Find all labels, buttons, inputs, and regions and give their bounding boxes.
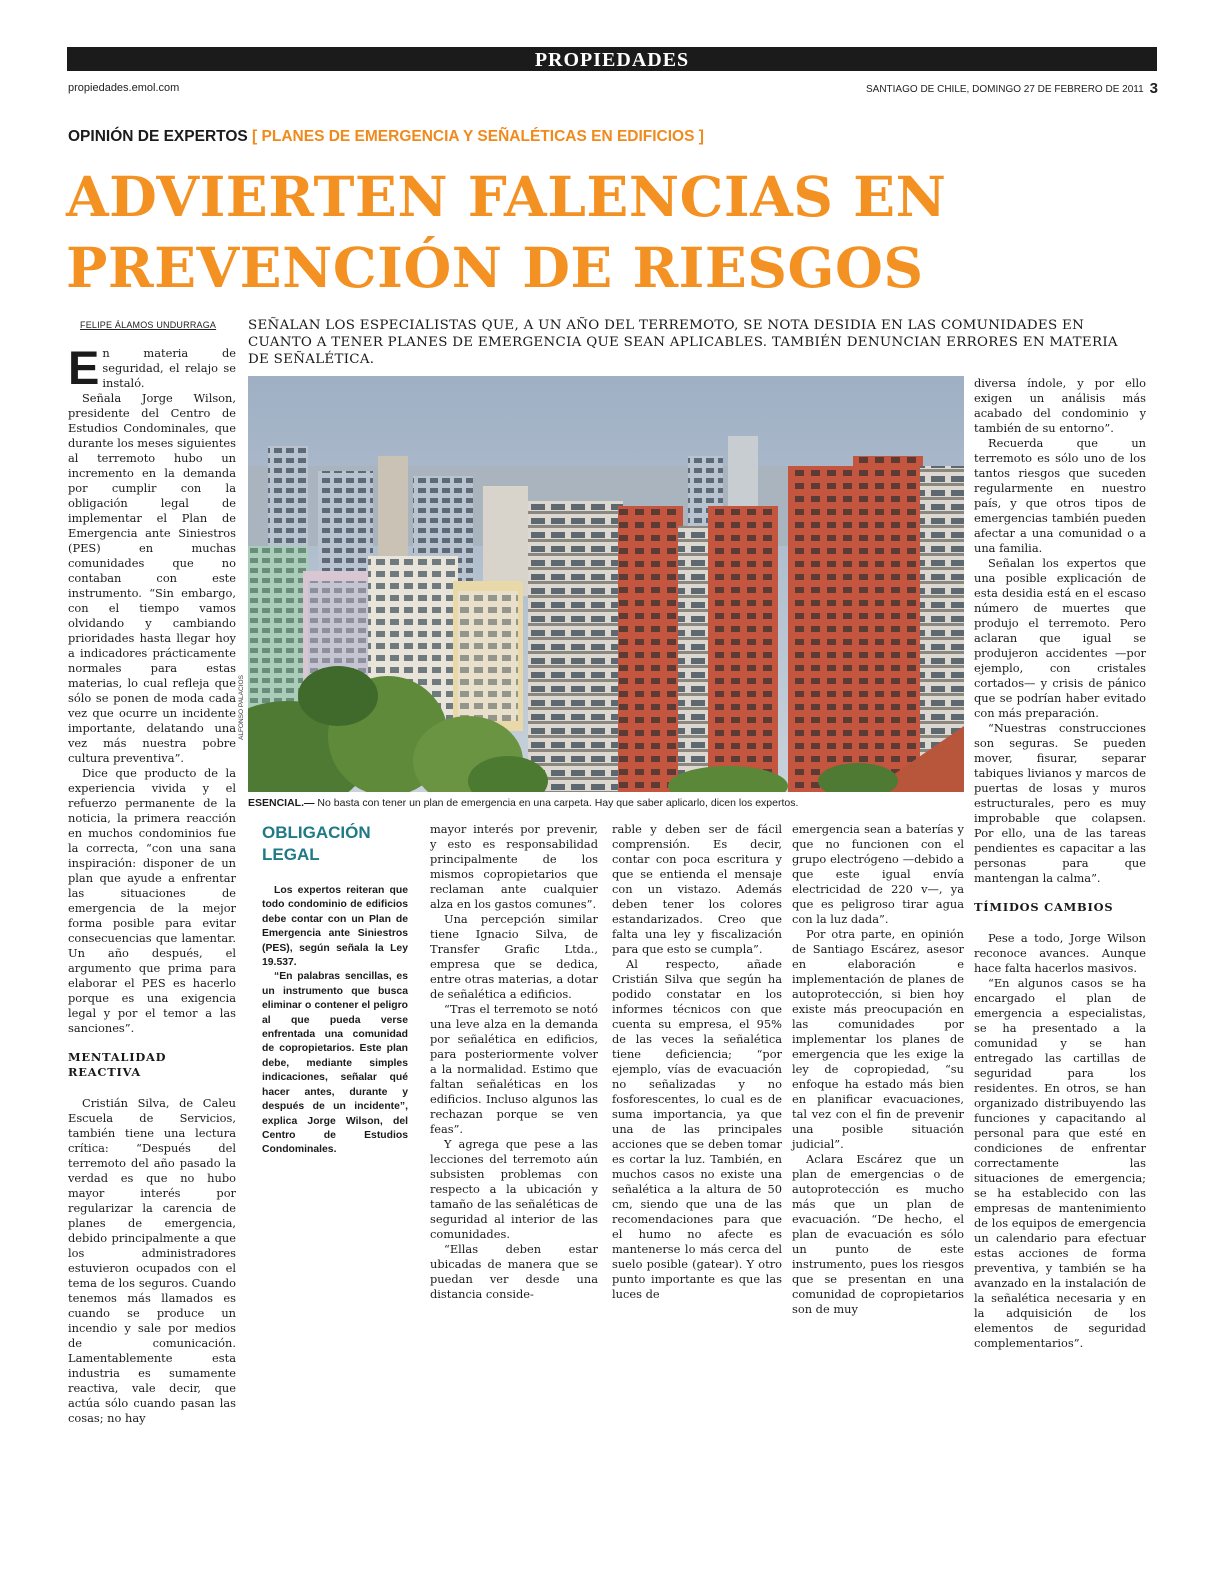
column-4 [792, 822, 964, 1317]
kicker-label: OPINIÓN DE EXPERTOS [68, 128, 248, 145]
paragraph: “Tras el terremoto se notó una leve alza en la demanda por señalética en edificios, para posteriormente volver a la normalidad. Estimo que faltan señaléticas en los edificios. Incluso algunos las rechazan porque se ven feas”. [430, 1002, 598, 1136]
drop-cap: E [68, 341, 100, 394]
section-title: PROPIEDADES [534, 49, 690, 71]
paragraph: Por otra parte, en opinión de Santiago Escárez, asesor en elaboración e implementación de planes de autoprotección, si bien hoy existe más preocupación en las comunidades por implementar los planes de emergencia que les exige la ley de copropiedad, “su enfoque ha estado más bien en planificar evacuaciones, tal vez con el fin de prevenir una posible situación judicial”. [792, 927, 964, 1151]
paragraph: “Nuestras construcciones son seguras. Se pueden mover, fisurar, separar tabiques livianos y marcos de puertas de losas y muros estructurales, pero es muy improbable que colapsen. Por ello, una de las tareas pendientes es capacitar a las personas para que mantengan la calma”. [974, 721, 1146, 885]
paragraph: Aclara Escárez que un plan de emergencias o de autoprotección es mucho más que un plan de evacuación. “De hecho, el plan de evacuación es sólo un punto de este instrumento, pues los riesgos que se presentan en una comunidad de copropietarios son de muy [792, 1152, 964, 1316]
kicker-bracket-open: [ [252, 128, 258, 145]
column-1 [68, 341, 236, 1426]
photo-credit: ALFONSO PALACIOS [238, 675, 245, 740]
photo-illustration [248, 376, 964, 792]
site-url: propiedades.emol.com [68, 82, 180, 94]
column-2 [430, 822, 598, 1302]
caption-label: ESENCIAL.— [248, 797, 315, 809]
paragraph: Pese a todo, Jorge Wilson reconoce avances. Aunque hace falta hacerlos masivos. [974, 931, 1146, 975]
paragraph: diversa índole, y por ello exigen un análisis más acabado del condominio y también de su entorno”. [974, 376, 1146, 435]
sidebar-body [262, 884, 408, 1158]
paragraph: Señala Jorge Wilson, presidente del Centro de Estudios Condominales, que durante los meses siguientes al terremoto hubo un incremento en la demanda por cumplir con la obligación legal de implementar el Plan de Emergencia ante Siniestros (PES) en muchas comunidades que no contaban con este instrumento. “Sin embargo, con el tiempo vamos olvidando y cambiando prioridades hasta llegar hoy a indicadores prácticamente normales para estas materias, lo cual refleja que sólo se ponen de moda cada vez que ocurre un incidente importante, delatando una vez más nuestra pobre cultura preventiva”. [68, 391, 236, 765]
paragraph: Señalan los expertos que una posible explicación de esta desidia está en el escaso número de muertes que produjo el terremoto. Pero aclaran que igual se produjeron accidentes —por ejemplo, con cristales cortados— y crisis de pánico que se podrían haber evitado con más preparación. [974, 556, 1146, 720]
paragraph: Y agrega que pese a las lecciones del terremoto aún subsisten problemas con respecto a la ubicación y tamaño de las señaléticas de seguridad al interior de las comunidades. [430, 1137, 598, 1241]
page-number: 3 [1149, 80, 1158, 97]
headline [66, 161, 1166, 303]
subheading: TÍMIDOS CAMBIOS [974, 900, 1114, 914]
paragraph: Recuerda que un terremoto es sólo uno de los tantos riesgos que suceden regularmente en nuestro país, y que otros tipos de emergencias también pueden afectar a una comunidad o a una familia. [974, 436, 1146, 555]
date-text: SANTIAGO DE CHILE, DOMINGO 27 DE FEBRERO DE 2011 [865, 84, 1144, 95]
kicker [68, 128, 704, 146]
deck: SEÑALAN LOS ESPECIALISTAS QUE, A UN AÑO DEL TERREMOTO, SE NOTA DESIDIA EN LAS COMUNIDADES EN CUANTO A TENER PLANES DE EMERGENCIA QUE SEAN APLICABLES. TAMBIÉN DENUNCIAN ERRORES EN MATERIA DE SEÑALÉTICA. [248, 318, 1118, 367]
section-header-bar [67, 47, 1157, 71]
kicker-topic: PLANES DE EMERGENCIA Y SEÑALÉTICAS EN EDIFICIOS [261, 128, 695, 145]
paragraph: rable y deben ser de fácil comprensión. Es decir, contar con poca escritura y que se entienda el mensaje con un vistazo. Además deben tener los colores estandarizados. Creo que falta una ley y fiscalización para que esto se cumpla”. [612, 822, 782, 956]
paragraph: Una percepción similar tiene Ignacio Silva, de Transfer Grafic Ltda., empresa que se dedica, entre otras materias, a dotar de señalética a edificios. [430, 912, 598, 1001]
paragraph: “Ellas deben estar ubicadas de manera que se puedan ver desde una distancia conside- [430, 1242, 598, 1301]
paragraph: “En algunos casos se ha encargado el plan de emergencia a especialistas, se ha presentado a la comunidad y se han entregado las cartillas de seguridad para los residentes. En otros, se han organizado distribuyendo las funciones y capacitando al personal para que esté en condiciones de enfrentar correctamente las situaciones de emergencia; se ha establecido con las empresas de mantenimiento de los equipos de emergencia un calendario para efectuar estas acciones de forma preventiva, y también se ha avanzado en la instalación de la señalética necesaria y en la adquisición de los elementos de seguridad complementarios”. [974, 976, 1146, 1350]
paragraph: Al respecto, añade Cristián Silva que según ha podido constatar en los informes técnicos con que cuenta su empresa, el 95% de las veces la señalética tiene deficiencia; “por ejemplo, vías de evacuación no señalizadas y no fosforescentes, lo cual es de suma importancia, ya que una de las principales acciones que se deben tomar es cortar la luz. También, en muchos casos no existe una señalética a la altura de 50 cm, siendo que una de las recomendaciones para que el humo no afecte es mantenerse lo más cerca del suelo posible (gatear). Y otro punto importante es que las luces de [612, 957, 782, 1301]
caption-text: No basta con tener un plan de emergencia en una carpeta. Hay que saber aplicarlo, dicen los expertos. [314, 797, 799, 809]
column-3 [612, 822, 782, 1302]
photo-buildings [248, 376, 964, 792]
sidebar-title: OBLIGACIÓN LEGAL [262, 823, 371, 864]
sidebar-paragraph: “En palabras sencillas, es un instrumento que busca eliminar o contener el peligro al que pueda verse enfrentada una comunidad de copropietarios. Este plan debe, mediante simples indicaciones, señalar qué hacer antes, durante y después de un incidente”, explica Jorge Wilson, del Centro de Estudios Condominales. [262, 971, 408, 1156]
paragraph: Cristián Silva, de Caleu Escuela de Servicios, también tiene una lectura crítica: “Después del terremoto del año pasado la verdad es que no hubo mayor interés por regularizar la carencia de planes de emergencia, debido principalmente a que los administradores estuvieron ocupados con el tema de los seguros. Cuando tenemos más llamados es cuando se produce un incendio y sale por medios de comunicación. Lamentablemente esta industria es sumamente reactiva, vale decir, que actúa sólo cuando pasan las cosas; no hay [68, 1096, 236, 1425]
paragraph [68, 341, 236, 394]
paragraph: mayor interés por prevenir, y esto es responsabilidad principalmente de los mismos copropietarios que reclaman ante cualquier alza en los gastos comunes”. [430, 822, 598, 911]
kicker-bracket-close: ] [698, 128, 704, 145]
byline: FELIPE ÁLAMOS UNDURRAGA [80, 320, 217, 330]
paragraph: Dice que producto de la experiencia vivida y el refuerzo permanente de la noticia, la primera reacción en muchos condominios fue la correcta, “con una sana inspiración: disponer de un plan que ayude a enfrentar las situaciones de emergencia de la mejor forma posible para evitar consecuencias que lamentar. Un año después, el argumento que prima para elaborar el PES es hacerlo porque es una exigencia legal y por el temor a las sanciones”. [68, 766, 236, 1035]
subheading: MENTALIDAD REACTIVA [68, 1050, 167, 1079]
photo-caption [248, 797, 798, 809]
column-5 [974, 376, 1146, 1351]
paragraph-text: n materia de seguridad, el relajo se instaló. [102, 346, 236, 390]
paragraph: emergencia sean a baterías y que no funcionen con el grupo electrógeno —debido a que este igual envía electricidad de 220 v—, ya que es peligroso tirar agua con la luz dada”. [792, 822, 964, 926]
dateline [866, 80, 1158, 97]
headline-line-1: ADVIERTEN FALENCIAS EN [66, 164, 947, 229]
headline-line-2: PREVENCIÓN DE RIESGOS [66, 235, 924, 300]
sidebar-paragraph: Los expertos reiteran que todo condominio de edificios debe contar con un Plan de Emergencia ante Siniestros (PES), según señala la Ley 19.537. [262, 885, 408, 969]
